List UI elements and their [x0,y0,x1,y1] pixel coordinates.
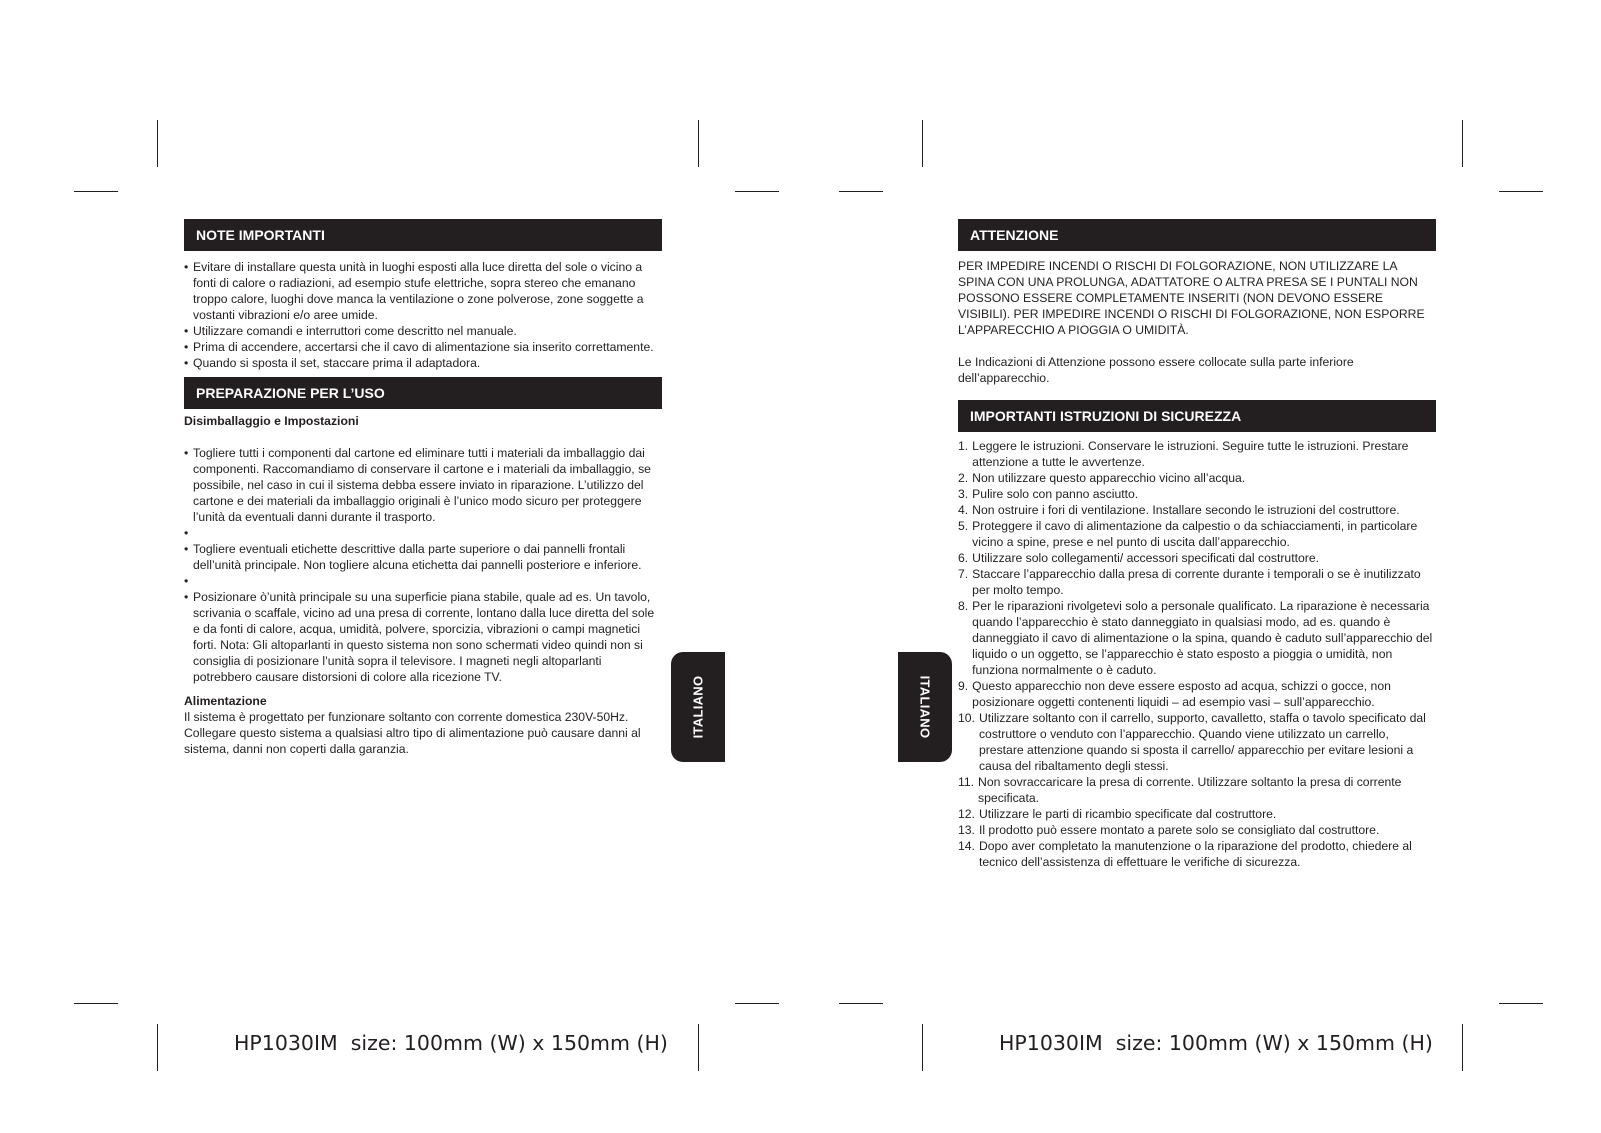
crop-mark [1462,1024,1463,1071]
list-item: 13. Il prodotto può essere montato a parete solo se consigliato dal costruttore. [958,823,1380,837]
disimballaggio-subheading: Disimballaggio e Impostazioni [184,414,359,428]
crop-mark [922,1024,923,1071]
crop-mark [74,1003,118,1004]
list-item: 9. Questo apparecchio non deve essere esposto ad acqua, schizzi o gocce, non posizionare oggetti contenenti liquidi – ad esempio vasi – sull’apparecchio. [958,679,1391,709]
crop-mark [157,120,158,167]
list-item: • Quando si sposta il set, staccare prima il adaptadora. [184,355,662,371]
list-item: • Utilizzare comandi e interruttori come descritto nel manuale. [184,323,662,339]
footer-size-label-right: HP1030IM size: 100mm (W) x 150mm (H) [999,1031,1433,1055]
list-item: 6. Utilizzare solo collegamenti/ accessori specificati dal costruttore. [958,551,1319,565]
crop-mark [735,1003,779,1004]
crop-mark [735,191,779,192]
spacer [184,525,662,541]
attenzione-note: Le Indicazioni di Attenzione possono essere collocate sulla parte inferiore dell’apparecchio. [958,355,1354,385]
istruzioni-heading: IMPORTANTI ISTRUZIONI DI SICUREZZA [958,400,1436,432]
right-page-content [958,219,1436,870]
list-item: • Togliere tutti i componenti dal cartone ed eliminare tutti i materiali da imballaggio dai componenti. Raccomandiamo di conservare il cartone e i materiali da imballaggio, se possibile, nel caso in cui il sistema debba essere inviato in riparazione. L’utilizzo del cartone e dei materiali da imballaggio originali è l’unico modo sicuro per proteggere l’unità da eventuali danni durante il trasporto. [184,445,662,525]
crop-mark [839,1003,883,1004]
language-side-tab-left [671,652,725,762]
attenzione-heading: ATTENZIONE [958,219,1436,251]
crop-mark [922,120,923,167]
list-item: 2. Non utilizzare questo apparecchio vicino all’acqua. [958,471,1246,485]
crop-mark [839,191,883,192]
alimentazione-text: Il sistema è progettato per funzionare soltanto con corrente domestica 230V-50Hz. Collegare questo sistema a qualsiasi altro tipo di alimentazione può causare danni al sistema, danni non coperti dalla garanzia. [184,710,641,756]
spacer [184,573,662,589]
list-item: 7. Staccare l’apparecchio dalla presa di corrente durante i temporali o se è inutilizzato per molto tempo. [958,567,1421,597]
note-importanti-list [184,259,662,371]
list-item: • Prima di accendere, accertarsi che il cavo di alimentazione sia inserito correttamente. [184,339,662,355]
crop-mark [698,1024,699,1071]
list-item: 4. Non ostruire i fori di ventilazione. Installare secondo le istruzioni del costruttore. [958,503,1400,517]
list-item: • Posizionare ò’unità principale su una superficie piana stabile, quale ad es. Un tavolo, scrivania o scaffale, vicino ad una presa di corrente, lontano dalla luce diretta del sole e da fonti di calore, acqua, umidità, polvere, sporcizia, vibrazioni o campi magnetici forti. Nota: Gli altoparlanti in questo sistema non sono schermati video quindi non si consiglia di posizionare l’unità sopra il televisore. I magneti negli altoparlanti potrebbero causare distorsioni di colore alla ricezione TV. [184,589,662,685]
list-item: 3. Pulire solo con panno asciutto. [958,487,1139,501]
crop-mark [1499,191,1543,192]
preparazione-list [184,445,662,685]
crop-mark [74,191,118,192]
language-tab-label: ITALIANO [690,675,706,739]
crop-mark [698,120,699,167]
language-side-tab-right [898,652,952,762]
left-page-content [184,219,662,757]
list-item: • Evitare di installare questa unità in luoghi esposti alla luce diretta del sole o vicino a fonti di calore o radiazioni, ad esempio stufe elettriche, sopra stereo che emanano troppo calore, luoghi dove manca la ventilazione o zone polverose, zone soggette a vostanti vibrazioni e/o aree umide. [184,259,662,323]
list-item: 5. Proteggere il cavo di alimentazione da calpestio o da schiacciamenti, in particolare vicino a spine, prese e nel punto di uscita dall’apparecchio. [958,519,1418,549]
list-item: 10. Utilizzare soltanto con il carrello, supporto, cavalletto, staffa o tavolo specificato dal costruttore o venduto con l’apparecchio. Quando viene utilizzato un carrello, prestare attenzione quando si sposta il carrello/ apparecchio per evitare lesioni a causa del ribaltamento degli stessi. [958,711,1426,773]
footer-size-label-left: HP1030IM size: 100mm (W) x 150mm (H) [234,1031,668,1055]
istruzioni-list [958,438,1436,870]
list-item: 8. Per le riparazioni rivolgetevi solo a personale qualificato. La riparazione è necessaria quando l’apparecchio è stato danneggiato in qualsiasi modo, ad es. quando è danneggiato il cavo di alimentazione o la spina, quando è caduto sull’apparecchio del liquido o un oggetto, se l’apparecchio è stato esposto a pioggia o umidità, non funziona normalmente o è caduto. [958,599,1433,677]
list-item: 1. Leggere le istruzioni. Conservare le istruzioni. Seguire tutte le istruzioni. Prestare attenzione a tutte le avvertenze. [958,439,1409,469]
language-tab-label: ITALIANO [917,675,933,739]
list-item: • Togliere eventuali etichette descrittive dalla parte superiore o dai pannelli frontali dell’unità principale. Non togliere alcuna etichetta dai pannelli posteriore e inferiore. [184,541,662,573]
list-item: 12. Utilizzare le parti di ricambio specificate dal costruttore. [958,807,1277,821]
alimentazione-subheading: Alimentazione [184,694,267,708]
list-item: 14. Dopo aver completato la manutenzione o la riparazione del prodotto, chiedere al tecnico dell’assistenza di effettuare le verifiche di sicurezza. [958,839,1412,869]
crop-mark [1499,1003,1543,1004]
attenzione-warning: PER IMPEDIRE INCENDI O RISCHI DI FOLGORAZIONE, NON UTILIZZARE LA SPINA CON UNA PROLUNGA, ADATTATORE O ALTRA PRESA SE I PUNTALI NON POSSONO ESSERE COMPLETAMENTE INSERITI (NON DEVONO ESSERE VISIBILI). PER IMPEDIRE INCENDI O RISCHI DI FOLGORAZIONE, NON ESPORRE L’APPARECCHIO A PIOGGIA O UMIDITÀ. [958,259,1425,337]
note-importanti-heading: NOTE IMPORTANTI [184,219,662,251]
crop-mark [1462,120,1463,167]
list-item: 11. Non sovraccaricare la presa di corrente. Utilizzare soltanto la presa di corrente specificata. [958,775,1402,805]
preparazione-heading: PREPARAZIONE PER L’USO [184,377,662,409]
crop-mark [157,1024,158,1071]
